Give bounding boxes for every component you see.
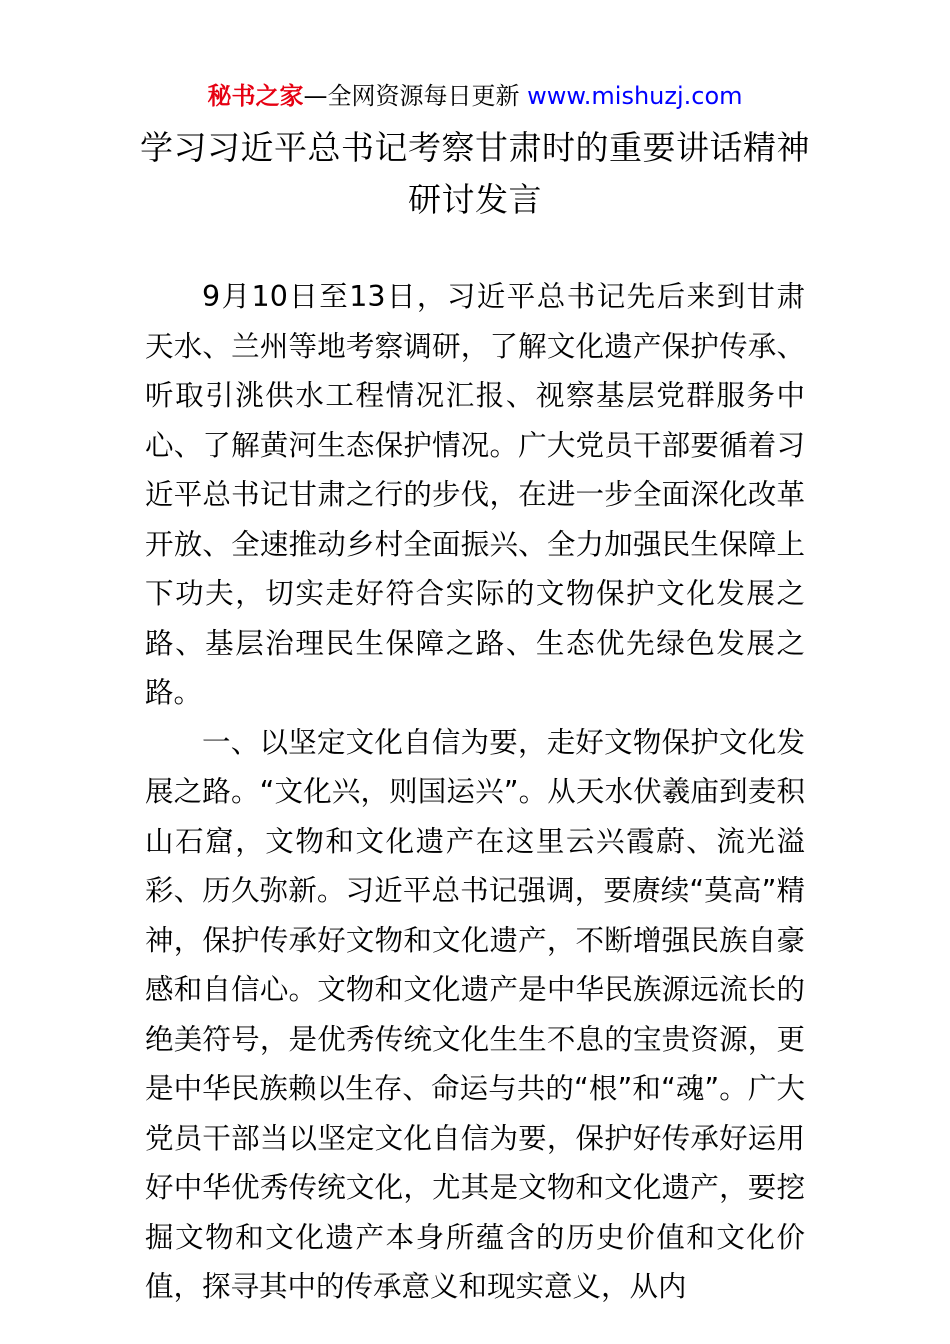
title-line-1: 学习习近平总书记考察甘肃时的重要讲话精神: [140, 128, 810, 167]
body-paragraph-intro: 9月10日至13日，习近平总书记先后来到甘肃天水、兰州等地考察调研，了解文化遗产保护传承、听取引洮供水工程情况汇报、视察基层党群服务中心、了解黄河生态保护情况。广大党员干部要循着习近平总书记甘肃之行的步伐，在进一步全面深化改革开放、全速推动乡村全面振兴、全力加强民生保障上下功夫，切实走好符合实际的文物保护文化发展之路、基层治理民生保障之路、生态优先绿色发展之路。: [145, 280, 805, 709]
site-url-link[interactable]: www.mishuzj.com: [527, 82, 743, 110]
document-body: [145, 272, 805, 1312]
site-header: [0, 78, 950, 114]
body-paragraph-section-1: 一、以坚定文化自信为要，走好文物保护文化发展之路。“文化兴，则国运兴”。从天水伏羲庙到麦积山石窟，文物和文化遗产在这里云兴霞蔚、流光溢彩、历久弥新。习近平总书记强调，要赓续“莫高”精神，保护传承好文物和文化遗产，不断增强民族自豪感和自信心。文物和文化遗产是中华民族源远流长的绝美符号，是优秀传统文化生生不息的宝贵资源，更是中华民族赖以生存、命运与共的“根”和“魂”。广大党员干部当以坚定文化自信为要，保护好传承好运用好中华优秀传统文化，尤其是文物和文化遗产，要挖掘文物和文化遗产本身所蕴含的历史价值和文化价值，探寻其中的传承意义和现实意义，从内: [145, 725, 805, 1303]
site-brand: 秘书之家: [207, 82, 304, 110]
title-line-2: 研讨发言: [408, 180, 542, 219]
document-title: [0, 122, 950, 226]
site-tagline: —全网资源每日更新: [303, 82, 520, 110]
